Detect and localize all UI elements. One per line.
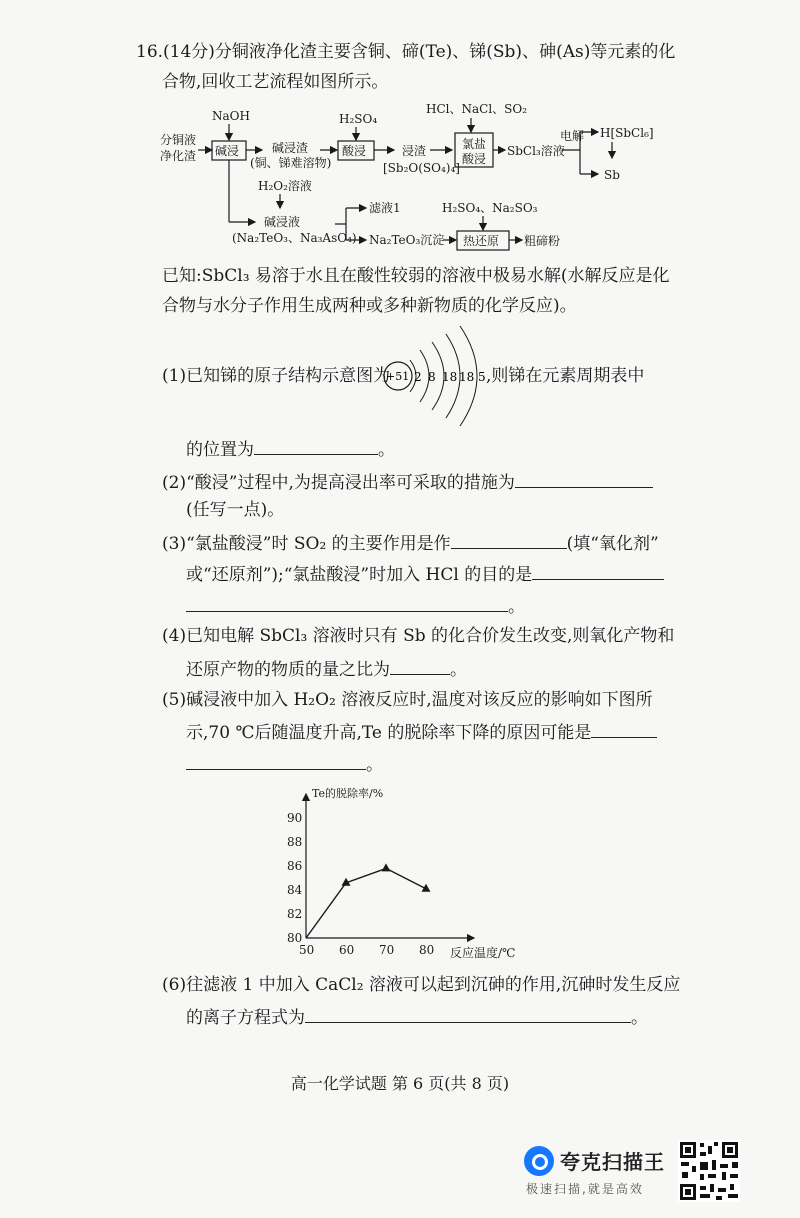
q5-text: 示,70 ℃后随温度升高,Te 的脱除率下降的原因可能是 bbox=[186, 723, 592, 743]
page-footer: 高一化学试题 第 6 页(共 8 页) bbox=[290, 1074, 510, 1093]
y-tick-label: 80 bbox=[287, 931, 303, 945]
x-tick-label: 70 bbox=[379, 943, 395, 957]
watermark-slogan: 极速扫描,就是高效 bbox=[526, 1182, 644, 1196]
q1-suffix: ,则锑在元素周期表中 bbox=[486, 366, 645, 386]
flow-jianjinye: 碱浸液 bbox=[264, 215, 301, 229]
y-tick-label: 86 bbox=[287, 859, 303, 873]
shell-1: 2 bbox=[414, 370, 422, 384]
y-tick-label: 84 bbox=[287, 883, 303, 897]
q6-end: 。 bbox=[631, 1008, 648, 1028]
y-tick-label: 82 bbox=[287, 907, 303, 921]
y-tick-label: 88 bbox=[287, 835, 303, 849]
flow-jianjin: 碱浸 bbox=[215, 144, 240, 158]
flow-lvyan-bottom: 酸浸 bbox=[462, 152, 487, 166]
q1-position-label: 的位置为 bbox=[186, 440, 254, 460]
q6-line-2 bbox=[186, 1004, 648, 1030]
flow-rehuanyuan: 热还原 bbox=[463, 234, 500, 248]
flow-lvyan-top: 氯盐 bbox=[462, 137, 487, 151]
flow-product: 粗碲粉 bbox=[524, 234, 561, 248]
flow-reagents2: H₂SO₄、Na₂SO₃ bbox=[442, 201, 538, 215]
q5-line-1: (5)碱浸液中加入 H₂O₂ 溶液反应时,温度对该反应的影响如下图所 bbox=[162, 690, 653, 710]
flow-start-bottom: 净化渣 bbox=[160, 149, 197, 163]
chart-ylabel: Te的脱除率/% bbox=[312, 787, 384, 800]
known-line-1: 已知:SbCl₃ 易溶于水且在酸性较弱的溶液中极易水解(水解反应是化 bbox=[162, 266, 670, 286]
flow-jinzha-formula: [Sb₂O(SO₄)₄] bbox=[383, 161, 460, 175]
shell-3: 18 bbox=[442, 370, 458, 384]
x-tick-label: 50 bbox=[299, 943, 315, 957]
watermark-name: 夸克扫描王 bbox=[560, 1150, 665, 1174]
y-tick-label: 90 bbox=[287, 811, 303, 825]
flow-h2o2: H₂O₂溶液 bbox=[258, 179, 312, 193]
x-tick-label: 80 bbox=[419, 943, 435, 957]
flow-dianjie: 电解 bbox=[560, 129, 585, 143]
series-line bbox=[306, 868, 426, 938]
flow-residue-note: (铜、锑难溶物) bbox=[250, 156, 332, 170]
shell-5: 5 bbox=[478, 370, 486, 384]
flow-sbcl3-solution: SbCl₃溶液 bbox=[507, 144, 565, 158]
q6-line-1: (6)往滤液 1 中加入 CaCl₂ 溶液可以起到沉砷的作用,沉砷时发生反应 bbox=[162, 975, 681, 995]
data-point-marker bbox=[382, 863, 391, 871]
shell-4: 18 bbox=[459, 370, 475, 384]
q3-text-c: 或“还原剂”);“氯盐酸浸”时加入 HCl 的目的是 bbox=[186, 565, 533, 585]
question-line-2: 合物,回收工艺流程如图所示。 bbox=[162, 72, 389, 92]
chart-xlabel: 反应温度/℃ bbox=[450, 946, 516, 960]
flow-filtrate1: 滤液1 bbox=[369, 201, 401, 215]
flow-na2teo3-precip: Na₂TeO₃沉淀 bbox=[369, 233, 445, 247]
qr-code-icon bbox=[678, 1140, 740, 1202]
flow-naoh: NaOH bbox=[212, 109, 250, 123]
q2-text: (2)“酸浸”过程中,为提高浸出率可采取的措施为 bbox=[162, 473, 515, 493]
flow-jinzha: 浸渣 bbox=[402, 144, 427, 158]
known-line-2: 合物与水分子作用生成两种或多种新物质的化学反应)。 bbox=[162, 296, 577, 316]
question-line-1: 16.(14分)分铜液净化渣主要含铜、碲(Te)、锑(Sb)、砷(As)等元素的化 bbox=[136, 42, 676, 62]
flow-suanjin: 酸浸 bbox=[342, 144, 367, 158]
flow-residue: 碱浸渣 bbox=[272, 141, 309, 155]
quark-logo-icon bbox=[524, 1146, 554, 1176]
shell-2: 8 bbox=[428, 370, 436, 384]
q5-end: 。 bbox=[366, 755, 383, 775]
q3-text-a: (3)“氯盐酸浸”时 SO₂ 的主要作用是作 bbox=[162, 534, 451, 554]
q6-answer-blank[interactable] bbox=[305, 1004, 631, 1023]
flow-h2so4: H₂SO₄ bbox=[339, 112, 378, 126]
q1-prefix: (1)已知锑的原子结构示意图为 bbox=[162, 366, 391, 386]
x-tick-label: 60 bbox=[339, 943, 355, 957]
q4-line-1: (4)已知电解 SbCl₃ 溶液时只有 Sb 的化合价发生改变,则氧化产物和 bbox=[162, 626, 675, 646]
flow-reagents: HCl、NaCl、SO₂ bbox=[426, 102, 528, 116]
q3-end: 。 bbox=[508, 597, 525, 617]
q6-text: 的离子方程式为 bbox=[186, 1008, 305, 1028]
scanner-watermark bbox=[524, 1142, 674, 1198]
flow-jianjinye-note: (Na₂TeO₃、Na₃AsO₄) bbox=[232, 231, 357, 245]
flow-sb: Sb bbox=[604, 168, 620, 182]
flow-hsbcl6: H[SbCl₆] bbox=[600, 126, 654, 140]
q4-text: 还原产物的物质的量之比为 bbox=[186, 660, 390, 680]
q3-text-b: (填“氧化剂” bbox=[566, 534, 659, 554]
nucleus-charge: +51 bbox=[386, 370, 410, 383]
q2-line-2: (任写一点)。 bbox=[186, 500, 285, 520]
q1-end: 。 bbox=[378, 440, 395, 460]
q4-end: 。 bbox=[450, 660, 467, 680]
flow-start-top: 分铜液 bbox=[160, 133, 197, 147]
